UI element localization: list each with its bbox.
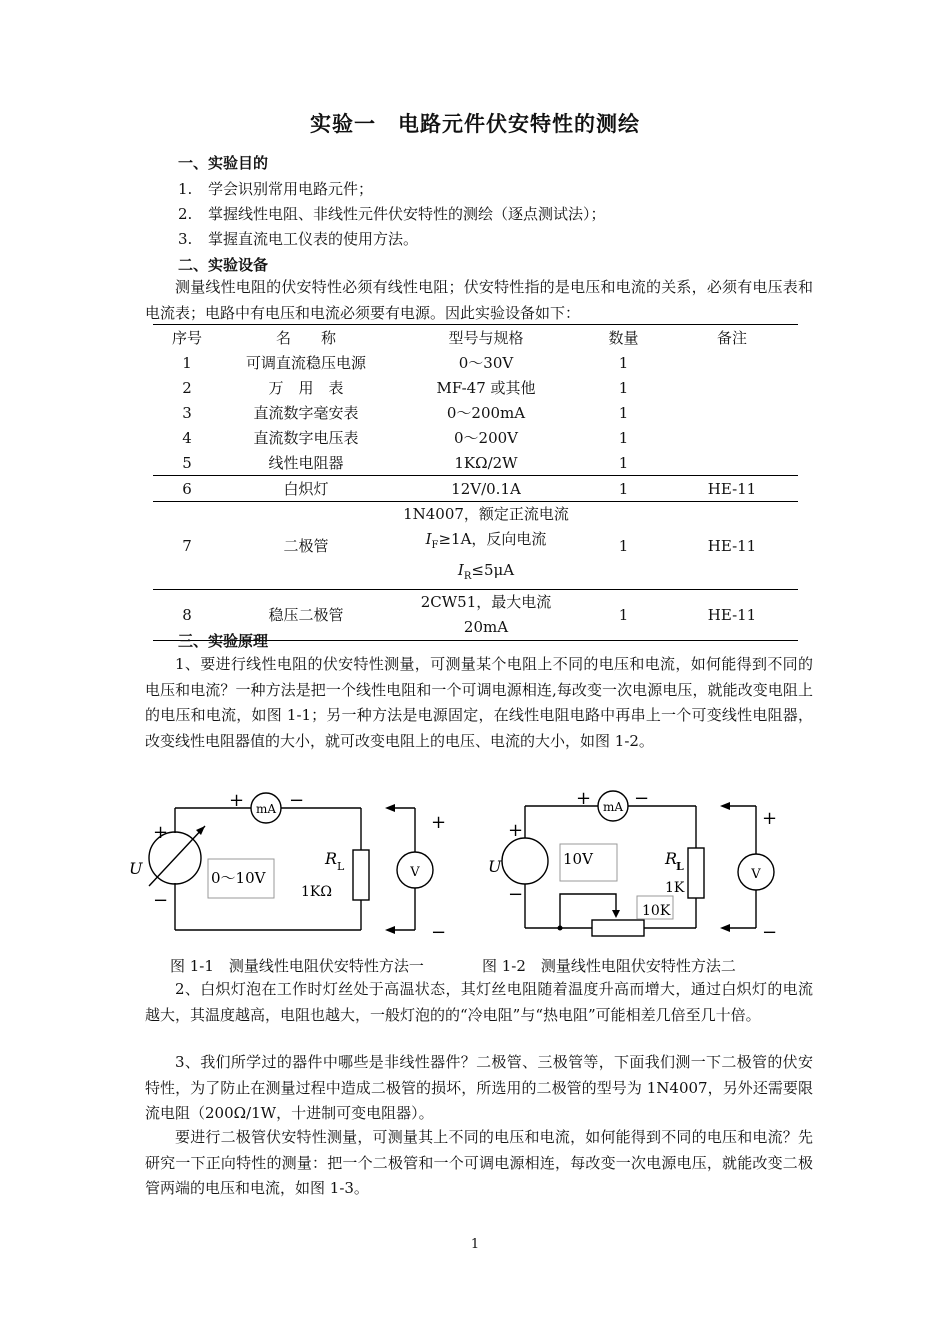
figure-caption-1-1: 图 1-1 测量线性电阻伏安特性方法一 (170, 957, 424, 975)
cell-qty: 1 (581, 590, 666, 641)
cell-qty: 1 (618, 353, 629, 372)
header-cell: 序号 (153, 325, 221, 351)
voltage-symbol: U (129, 859, 143, 878)
cell-name: 稳压二极管 (221, 590, 391, 641)
spec-line: 20mA (463, 618, 509, 636)
current-symbol: I (457, 561, 464, 579)
cell-spec: 12V/0.1A (391, 476, 581, 502)
meter-minus-sign: − (634, 788, 650, 809)
section-heading-goals: 一、实验目的 (178, 154, 269, 172)
cell-spec: 0～200V (453, 428, 518, 447)
meter-plus-sign: + (576, 788, 592, 809)
goal-text: 学会识别常用电路元件； (208, 180, 374, 198)
cell-qty: 1 (581, 502, 666, 590)
milliammeter-label: mA (255, 802, 277, 816)
section-heading-principle: 三、实验原理 (178, 632, 269, 650)
equipment-intro: 测量线性电阻的伏安特性必须有线性电阻；伏安特性指的是电压和电流的关系，必须有电压表和电流表；电路中有电压和电流必须要有电源。因此实验设备如下： (145, 278, 813, 322)
current-symbol: I (425, 530, 432, 548)
table-header-row (153, 325, 798, 351)
cell-no: 6 (153, 476, 221, 502)
cell-name: 直流数字毫安表 (253, 403, 359, 422)
cell-note (666, 350, 798, 375)
figure-caption-1-2: 图 1-2 测量线性电阻伏安特性方法二 (482, 957, 736, 975)
table-row (153, 375, 798, 400)
section-heading-equipment: 二、实验设备 (178, 256, 269, 274)
resistor-subscript: L (676, 860, 684, 873)
cell-name: 可调直流稳压电源 (245, 353, 366, 372)
header-cell: 备注 (666, 325, 798, 351)
current-subscript: R (463, 571, 472, 582)
source-minus-sign: − (153, 890, 169, 911)
table-row (153, 350, 798, 375)
source-plus-sign: + (153, 822, 169, 843)
header-cell: 数量 (581, 325, 666, 351)
resistor-value: 1KΩ (301, 884, 332, 900)
cell-qty: 1 (581, 476, 666, 502)
cell-no: 4 (182, 428, 192, 447)
goal-item (178, 203, 606, 224)
circuit-figure-1-2 (480, 788, 800, 948)
spec-line (391, 527, 581, 558)
potentiometer-value: 10K (642, 903, 671, 919)
spec-text: ≤5μA (471, 561, 515, 579)
table-row (153, 400, 798, 425)
milliammeter-label: mA (602, 800, 624, 814)
cell-no: 5 (182, 453, 192, 472)
source-plus-sign: + (508, 820, 524, 841)
current-subscript: F (431, 540, 439, 551)
header-cell: 名 称 (221, 325, 391, 351)
resistor-symbol: R (325, 849, 338, 868)
equipment-table (153, 324, 798, 641)
cell-note: HE-11 (666, 476, 798, 502)
voltmeter-plus-sign: + (431, 812, 447, 833)
voltmeter-label: V (410, 865, 420, 880)
spec-line: 1N4007，额定正流电流 (403, 505, 569, 523)
principle-paragraph-1: 1、要进行线性电阻的伏安特性测量，可测量某个电阻上不同的电压和电流，如何能得到不同的电压和电流？一种方法是把一个线性电阻和一个可调电源相连,每改变一次电源电压，就能改变电阻上的电压和电流，如图 1-1；另一种方法是电源固定，在线性电阻电路中再串上一个可变线性电阻器，改变线性电阻器值的大小，就可改变电阻上的电压、电流的大小，如图 1-2。 (145, 655, 813, 750)
spec-text: ≥1A，反向电流 (438, 530, 547, 548)
meter-minus-sign: − (289, 790, 305, 811)
cell-no: 7 (153, 502, 221, 590)
cell-note (666, 450, 798, 476)
cell-spec: MF-47 或其他 (436, 378, 536, 397)
voltmeter-plus-sign: + (762, 808, 778, 829)
cell-name: 线性电阻器 (268, 453, 344, 472)
source-minus-sign: − (508, 884, 524, 905)
resistor-subscript: L (337, 860, 345, 873)
goal-number: 2. (178, 205, 193, 223)
source-value-label: 10V (563, 850, 593, 868)
cell-no: 3 (182, 403, 192, 422)
table-row (153, 502, 798, 590)
cell-name: 万 用 表 (268, 378, 344, 397)
voltmeter-label: V (751, 867, 761, 882)
header-cell: 型号与规格 (391, 325, 581, 351)
cell-note (666, 375, 798, 400)
cell-no: 8 (153, 590, 221, 641)
principle-paragraph-3: 3、我们所学过的器件中哪些是非线性器件？二极管、三极管等，下面我们测一下二极管的伏安特性，为了防止在测量过程中造成二极管的损坏，所选用的二极管的型号为 1N4007，另外还需要限流电阻（200Ω/1W，十进制可变电阻器）。 (145, 1053, 813, 1122)
cell-note: HE-11 (666, 590, 798, 641)
cell-no: 2 (182, 378, 192, 397)
cell-note (666, 400, 798, 425)
resistor-symbol: R (665, 849, 678, 868)
circuit-figure-1-1 (125, 788, 465, 948)
cell-note (666, 425, 798, 450)
goal-text: 掌握直流电工仪表的使用方法。 (208, 230, 419, 248)
goal-item (178, 178, 373, 199)
voltage-symbol: U (488, 857, 502, 876)
principle-paragraph-4: 要进行二极管伏安特性测量，可测量其上不同的电压和电流，如何能得到不同的电压和电流？先研究一下正向特性的测量：把一个二极管和一个可调电源相连，每改变一次电源电压，就能改变二极管两端的电压和电流，如图 1-3。 (145, 1128, 813, 1197)
spec-line: 2CW51，最大电流 (420, 593, 552, 611)
cell-spec: 0～200mA (446, 403, 526, 422)
cell-name: 直流数字电压表 (253, 428, 359, 447)
cell-qty: 1 (618, 378, 629, 397)
page-number: 1 (470, 1237, 480, 1252)
principle-paragraph-2: 2、白炽灯泡在工作时灯丝处于高温状态，其灯丝电阻随着温度升高而增大，通过白炽灯的电流越大，其温度越高，电阻也越大，一般灯泡的的“冷电阻”与“热电阻”可能相差几倍至几十倍。 (145, 980, 813, 1024)
goal-number: 1. (178, 180, 193, 198)
cell-note: HE-11 (666, 502, 798, 590)
table-row (153, 425, 798, 450)
cell-name: 白炽灯 (221, 476, 391, 502)
cell-qty: 1 (618, 403, 629, 422)
cell-spec (391, 502, 581, 590)
goal-text: 掌握线性电阻、非线性元件伏安特性的测绘（逐点测试法）； (208, 205, 606, 223)
page-title: 实验一 电路元件伏安特性的测绘 (310, 112, 640, 136)
cell-qty: 1 (618, 428, 629, 447)
resistor-value: 1K (665, 880, 685, 896)
goal-number: 3. (178, 230, 193, 248)
cell-spec: 0～30V (458, 353, 514, 372)
voltmeter-minus-sign: − (431, 922, 447, 943)
cell-name: 二极管 (221, 502, 391, 590)
meter-plus-sign: + (229, 790, 245, 811)
source-range-label: 0～10V (211, 869, 266, 887)
cell-no: 1 (182, 353, 192, 372)
table-row (153, 450, 798, 476)
cell-spec: 1KΩ/2W (454, 453, 518, 472)
spec-line (391, 558, 581, 589)
cell-spec (391, 590, 581, 641)
cell-qty: 1 (618, 453, 629, 472)
goal-item (178, 228, 418, 249)
table-row (153, 476, 798, 502)
voltmeter-minus-sign: − (762, 922, 778, 943)
